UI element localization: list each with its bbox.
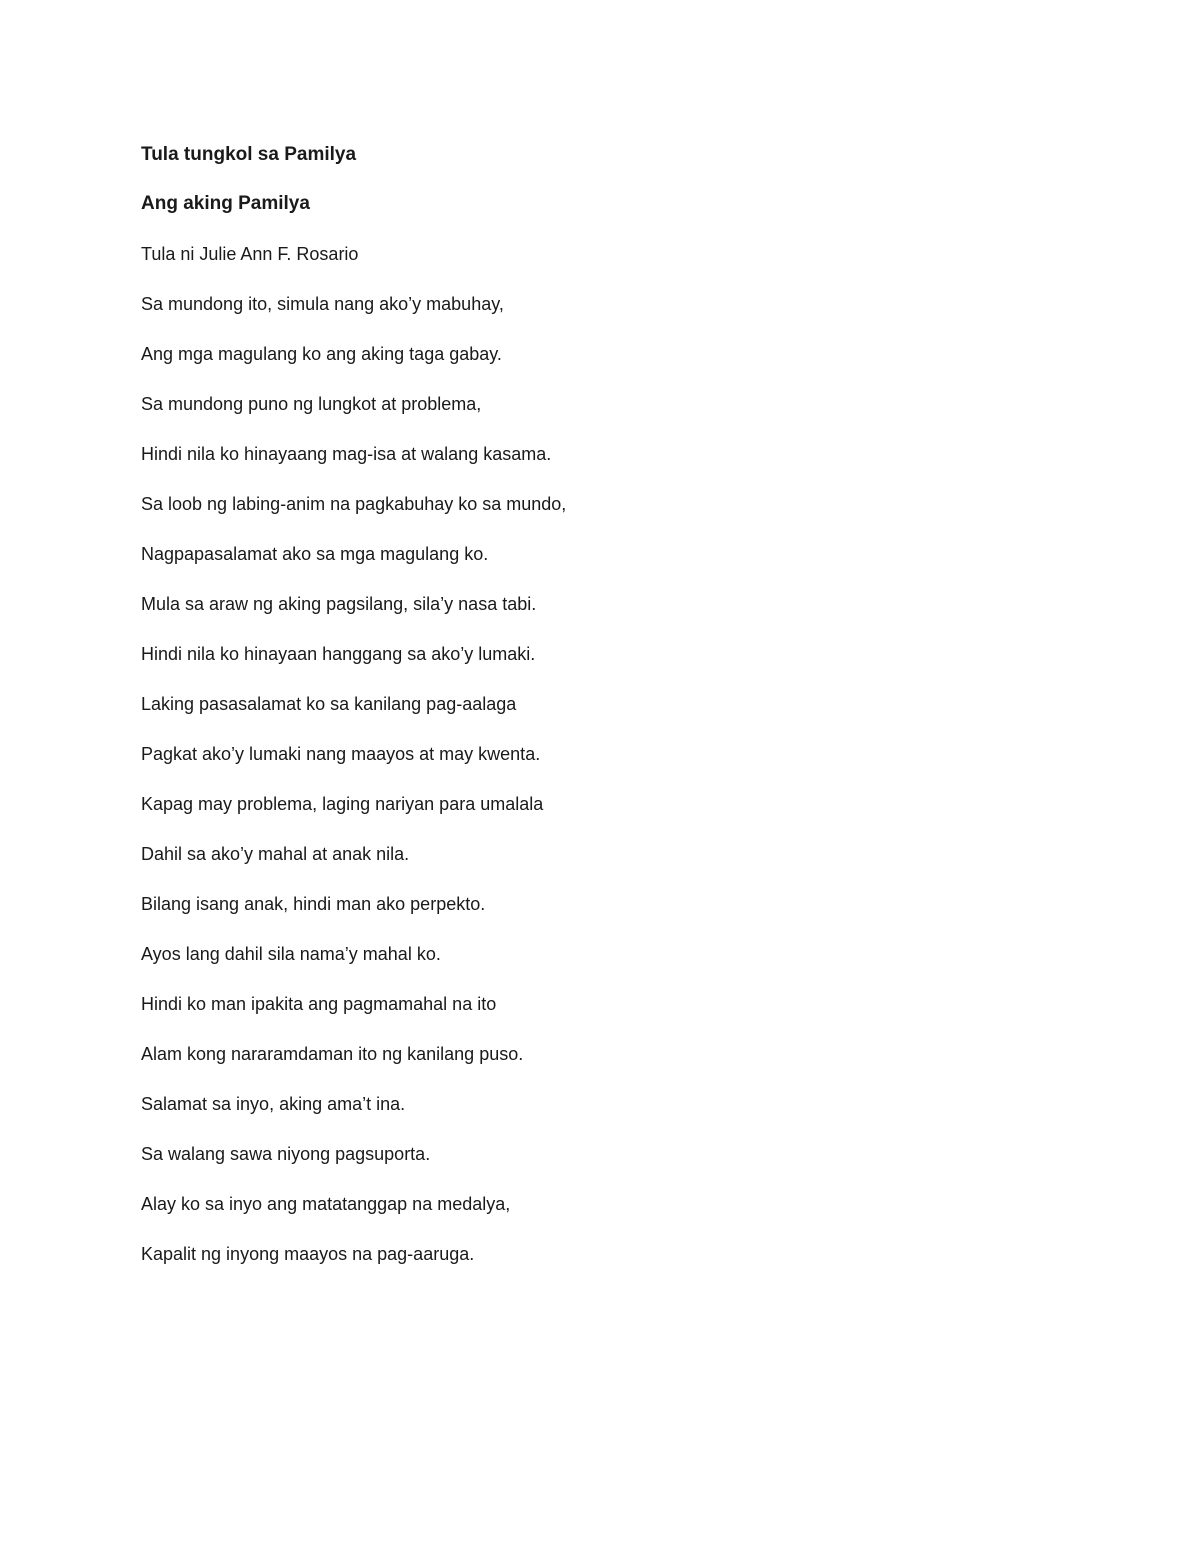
poem-line: Hindi nila ko hinayaan hanggang sa ako’y lumaki. xyxy=(141,644,536,664)
poem-line: Alay ko sa inyo ang matatanggap na medalya, xyxy=(141,1194,511,1214)
poem-line: Salamat sa inyo, aking ama’t ina. xyxy=(141,1094,406,1114)
poem-line: Ayos lang dahil sila nama’y mahal ko. xyxy=(141,944,441,964)
poem-line: Sa mundong ito, simula nang ako’y mabuhay, xyxy=(141,294,504,314)
poem-lines xyxy=(141,289,1041,1269)
poem-line: Nagpapasalamat ako sa mga magulang ko. xyxy=(141,544,489,564)
poem-line: Sa mundong puno ng lungkot at problema, xyxy=(141,394,482,414)
author-line: Tula ni Julie Ann F. Rosario xyxy=(141,244,359,264)
poem-title: Ang aking Pamilya xyxy=(141,193,310,214)
poem-line: Hindi nila ko hinayaang mag-isa at walang kasama. xyxy=(141,444,552,464)
poem-line: Hindi ko man ipakita ang pagmamahal na ito xyxy=(141,994,497,1014)
poem-line: Dahil sa ako’y mahal at anak nila. xyxy=(141,844,410,864)
poem-line: Alam kong nararamdaman ito ng kanilang puso. xyxy=(141,1044,524,1064)
poem-line: Mula sa araw ng aking pagsilang, sila’y nasa tabi. xyxy=(141,594,537,614)
document-body xyxy=(141,140,1041,1289)
poem-line: Pagkat ako’y lumaki nang maayos at may kwenta. xyxy=(141,744,541,764)
document-title: Tula tungkol sa Pamilya xyxy=(141,144,357,165)
poem-line: Laking pasasalamat ko sa kanilang pag-aalaga xyxy=(141,694,517,714)
poem-line: Sa loob ng labing-anim na pagkabuhay ko sa mundo, xyxy=(141,494,567,514)
poem-line: Ang mga magulang ko ang aking taga gabay. xyxy=(141,344,502,364)
poem-line: Kapalit ng inyong maayos na pag-aaruga. xyxy=(141,1244,475,1264)
poem-line: Bilang isang anak, hindi man ako perpekto. xyxy=(141,894,486,914)
poem-line: Sa walang sawa niyong pagsuporta. xyxy=(141,1144,431,1164)
poem-line: Kapag may problema, laging nariyan para umalala xyxy=(141,794,544,814)
